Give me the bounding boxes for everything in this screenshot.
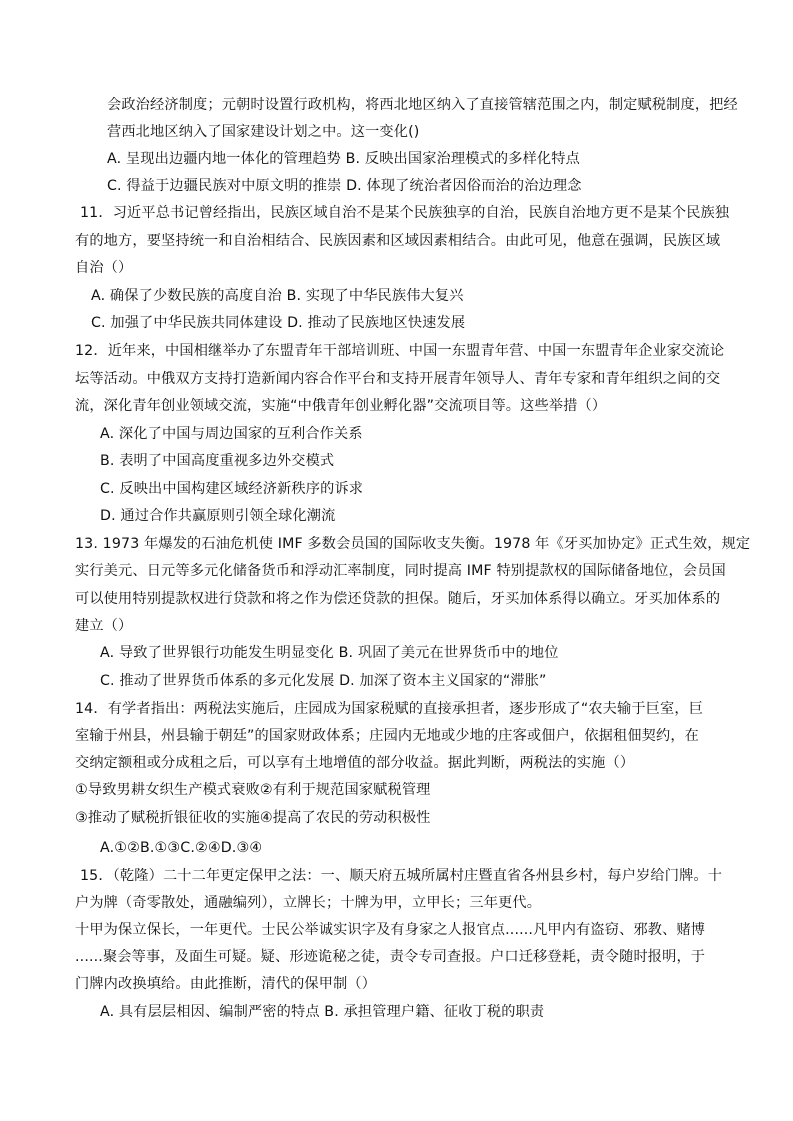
option-line: B. 表明了中国高度重视多边外交模式 (100, 453, 335, 469)
option-line: C. 反映出中国构建区域经济新秩序的诉求 (100, 481, 364, 497)
text-line: 自治（） (75, 260, 133, 276)
question-12: 12．近年来，中国相继举办了东盟青年干部培训班、中国一东盟青年营、中国一东盟青年企业家交流论 (75, 343, 725, 359)
text-line: 营西北地区纳入了国家建设计划之中。这一变化() (107, 124, 420, 140)
text-line: 坛等活动。中俄双方支持打造新闻内容合作平台和支持开展青年领导人、青年专家和青年组织之间的交 (75, 371, 721, 387)
text-line: 有的地方，要坚持统一和自治相结合、民族因素和区域因素相结合。由此可见，他意在强调，民族区域 (75, 233, 721, 249)
question-14: 14．有学者指出：两税法实施后，庄园成为国家税赋的直接承担者，逐步形成了“农夫输于巨室，巨 (75, 701, 704, 717)
option-line: A. 呈现出边疆内地一体化的管理趋势 B. 反映出国家治理模式的多样化特点 (107, 151, 580, 167)
option-line: A. 深化了中国与周边国家的互利合作关系 (100, 426, 363, 442)
question-13: 13. 1973 年爆发的石油危机使 IMF 多数会员国的国际收支失衡。1978 年《牙买加协定》正式生效，规定 (75, 536, 751, 552)
text-line: 交纳定额租或分成租之后，可以享有土地增值的部分收益。据此判断，两税法的实施（） (75, 755, 635, 771)
option-line: C. 得益于边疆民族对中原文明的推崇 D. 体现了统治者因俗而治的治边理念 (107, 178, 582, 194)
text-line: 会政治经济制度；元朝时设置行政机构，将西北地区纳入了直接管辖范围之内，制定赋税制度，把经 (107, 97, 738, 113)
text-line: 可以使用特别提款权进行贷款和将之作为偿还贷款的担保。随后，牙买加体系得以确立。牙买加体系的 (75, 591, 721, 607)
option-line: A. 具有层层相因、编制严密的特点 B. 承担管理户籍、征收丁税的职责 (100, 1004, 545, 1020)
text-line: 户为牌（奇零散处，通融编列），立牌长；十牌为甲，立甲长；三年更代。 (75, 895, 542, 911)
text-line: 十甲为保立保长，一年更代。士民公举诚实识字及有身家之人报官点......凡甲内有盗窃、邪教、赌博 (75, 922, 706, 938)
statement-line: ①导致男耕女织生产模式衰败②有利于规范国家赋税管理 (75, 782, 431, 798)
text-line: ......聚会等事，及面生可疑。疑、形迹诡秘之徒，责令专司查报。户口迁移登耗，责令随时报明，于 (75, 949, 706, 965)
text-line: 流，深化青年创业领域交流，实施“中俄青年创业孵化器”交流项目等。这些举措（） (75, 398, 607, 414)
text-line: 门牌内改换填给。由此推断，清代的保甲制（） (75, 976, 377, 992)
text-line: 实行美元、日元等多元化储备货币和浮动汇率制度，同时提高 IMF 特别提款权的国际储备地位，会员国 (75, 563, 726, 579)
option-line: A. 确保了少数民族的高度自治 B. 实现了中华民族伟大复兴 (91, 288, 464, 304)
option-line: C. 推动了世界货币体系的多元化发展 D. 加深了资本主义国家的“滞胀” (100, 673, 547, 689)
statement-line: ③推动了赋税折银征收的实施④提高了农民的劳动积极性 (75, 810, 431, 826)
option-line: D. 通过合作共赢原则引领全球化潮流 (100, 508, 336, 524)
option-line: A. 导致了世界银行功能发生明显变化 B. 巩固了美元在世界货币中的地位 (100, 645, 559, 661)
question-11: 11．习近平总书记曾经指出，民族区域自治不是某个民族独享的自治，民族自治地方更不是某个民族独 (80, 205, 730, 221)
option-line: C. 加强了中华民族共同体建设 D. 推动了民族地区快速发展 (91, 315, 466, 331)
text-line: 建立（） (75, 618, 133, 634)
text-line: 室输于州县，州县输于朝廷”的国家财政体系；庄园内无地或少地的庄客或佃户，依据租佃契约，在 (75, 728, 700, 744)
question-15: 15．（乾隆）二十二年更定保甲之法：一、顺天府五城所属村庄暨直省各州县乡村，每户岁给门牌。十 (80, 868, 723, 884)
option-line: A.①②B.①③C.②④D.③④ (100, 840, 263, 856)
